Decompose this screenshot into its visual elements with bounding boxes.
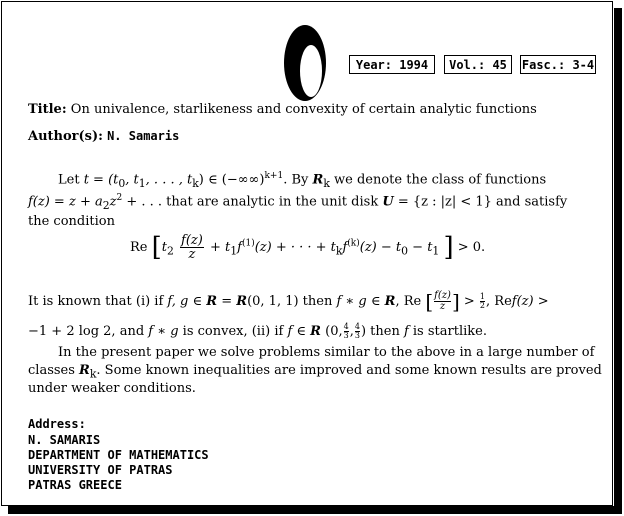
math-run: )	[360, 324, 367, 339]
math-run: =	[217, 294, 233, 309]
math-sub: k	[323, 176, 330, 190]
text-run: . By	[283, 172, 309, 188]
math-numerator: f(z)	[434, 290, 451, 301]
text-run: Let	[58, 172, 80, 188]
math-denominator: z	[188, 247, 196, 262]
math-run: ∈	[292, 324, 307, 339]
math-sub: k	[89, 367, 97, 381]
math-fraction	[434, 291, 451, 312]
math-run: + t	[205, 240, 231, 255]
math-run: R	[310, 324, 321, 339]
math-numerator: 4	[354, 322, 360, 331]
math-fraction	[355, 323, 360, 340]
math-run: t	[161, 240, 168, 255]
abstract-line-7	[28, 363, 602, 381]
math-run: , . . . , t	[145, 172, 193, 188]
abstract-line-3: the condition	[28, 214, 115, 229]
math-fraction	[344, 323, 349, 340]
math-numerator: 4	[343, 322, 349, 331]
math-fraction	[480, 293, 485, 310]
paper-title: On univalence, starlikeness and convexity of certain analytic functions	[70, 102, 537, 117]
math-sup: (1)	[241, 238, 255, 249]
math-fraction	[180, 234, 204, 261]
math-denominator: z	[439, 301, 446, 312]
text-run: + . . . that are analytic in the unit disk	[122, 194, 379, 210]
text-run: ,	[395, 294, 400, 309]
author-label: Author(s):	[28, 129, 103, 144]
text-run: we denote the class of functions	[334, 172, 547, 188]
author-line	[28, 129, 179, 144]
math-run: >	[459, 294, 475, 309]
math-denominator: 2	[479, 301, 486, 310]
volume-tag: Vol.: 45	[444, 55, 512, 74]
math-run: − t	[408, 240, 433, 255]
math-numerator: f(z)	[181, 233, 203, 248]
title-label: Title:	[28, 102, 67, 117]
math-run: f(z) = z + a	[28, 194, 103, 210]
abstract-line-1: Let $t = (t_0$, $t_1$, . . . , $t_k$) ∈ (−∞∞)$^{k+1}$. By $R_k$ we denote the class of functions	[58, 171, 547, 190]
math-run: ∈	[366, 294, 381, 309]
math-run: f	[237, 240, 242, 255]
math-run: f	[403, 324, 409, 339]
math-run: z	[109, 194, 117, 210]
text-run: It is known that (i) if	[28, 294, 164, 309]
text-run: (0, 1, 1) then	[247, 294, 333, 309]
math-run: f	[287, 324, 293, 339]
math-bracket: ]	[443, 232, 454, 263]
page-shadow-bottom	[8, 506, 622, 514]
math-denominator: 3	[343, 331, 349, 340]
math-run: R	[206, 294, 218, 309]
abstract-line-4	[28, 291, 549, 312]
address-line: N. SAMARIS	[28, 433, 101, 447]
abstract-page	[1, 1, 613, 506]
abstract-line-8: under weaker conditions.	[28, 381, 196, 396]
math-denominator: 3	[354, 331, 360, 340]
math-bracket: [	[425, 289, 434, 314]
address-line: DEPARTMENT OF MATHEMATICS	[28, 448, 209, 462]
math-run: ∈	[188, 294, 203, 309]
math-bracket: ]	[451, 289, 460, 314]
math-run: R	[79, 363, 90, 378]
math-run: f	[342, 240, 348, 255]
address-line: UNIVERSITY OF PATRAS	[28, 463, 173, 477]
math-run: ) ∈ (−∞∞)	[198, 172, 265, 188]
math-run: (0,	[325, 324, 343, 339]
math-run: f ∗ g	[148, 324, 179, 339]
math-run: Re	[130, 240, 148, 255]
math-run: −1 + 2 log 2, and	[28, 324, 145, 339]
page-shadow-right	[614, 8, 622, 514]
math-sup: k+1	[264, 171, 284, 181]
math-run: (z) − t	[359, 240, 402, 255]
abstract-line-6: In the present paper we solve problems similar to the above in a large number of	[58, 345, 595, 360]
math-run: (z) + · · · + t	[254, 240, 336, 255]
math-numerator: 1	[479, 292, 486, 301]
math-run: R	[384, 294, 396, 309]
address-line: PATRAS GREECE	[28, 478, 122, 492]
math-run: U	[382, 194, 394, 210]
math-run: > 0.	[453, 240, 486, 255]
math-run: t = (t	[83, 172, 119, 188]
math-run: , t	[125, 172, 139, 188]
journal-logo	[282, 23, 328, 103]
fascicle-tag: Fasc.: 3-4	[520, 55, 596, 74]
abstract-line-5: −1 + 2 log 2, and f ∗ g is convex, (ii) if f ∈ R (0, $\frac{4}{3}$, $\frac{4}{3}$) then f is startlike.	[28, 322, 487, 340]
math-run: f, g	[167, 294, 189, 309]
text-run: classes	[28, 363, 75, 378]
math-run: f(z) >	[511, 294, 549, 309]
year-tag: Year: 1994	[349, 55, 435, 74]
math-bracket: [	[151, 232, 162, 263]
text-run: = {z : |z| < 1} and satisfy	[393, 194, 568, 210]
author-name: N. Samaris	[107, 129, 180, 143]
address-label: Address:	[28, 417, 86, 431]
math-run: f ∗ g	[336, 294, 367, 309]
math-run: R	[236, 294, 248, 309]
math-run: Re	[403, 294, 422, 309]
abstract-line-2: $f(z) = z + a_2z^2$ + . . . that are analytic in the unit disk U = {z : |z| < 1} and satisfy	[28, 193, 568, 212]
text-run: is startlike.	[408, 324, 487, 339]
math-run: , Re	[486, 294, 512, 309]
math-sup: (k)	[347, 238, 360, 249]
title-line	[28, 102, 537, 117]
text-run: then	[366, 324, 400, 339]
math-run: R	[312, 172, 324, 188]
text-run: . Some known inequalities are improved and some known results are proved	[96, 363, 602, 378]
main-condition-formula: Re [$t_2$ $\frac{f(z)}{z}$ + $t_1f^{(1)}(z)$ + · · · + $t_kf^{(k)}(z) - t_0 - t_1$ ] > 0.	[130, 232, 486, 263]
text-run: is convex, (ii) if	[178, 324, 284, 339]
